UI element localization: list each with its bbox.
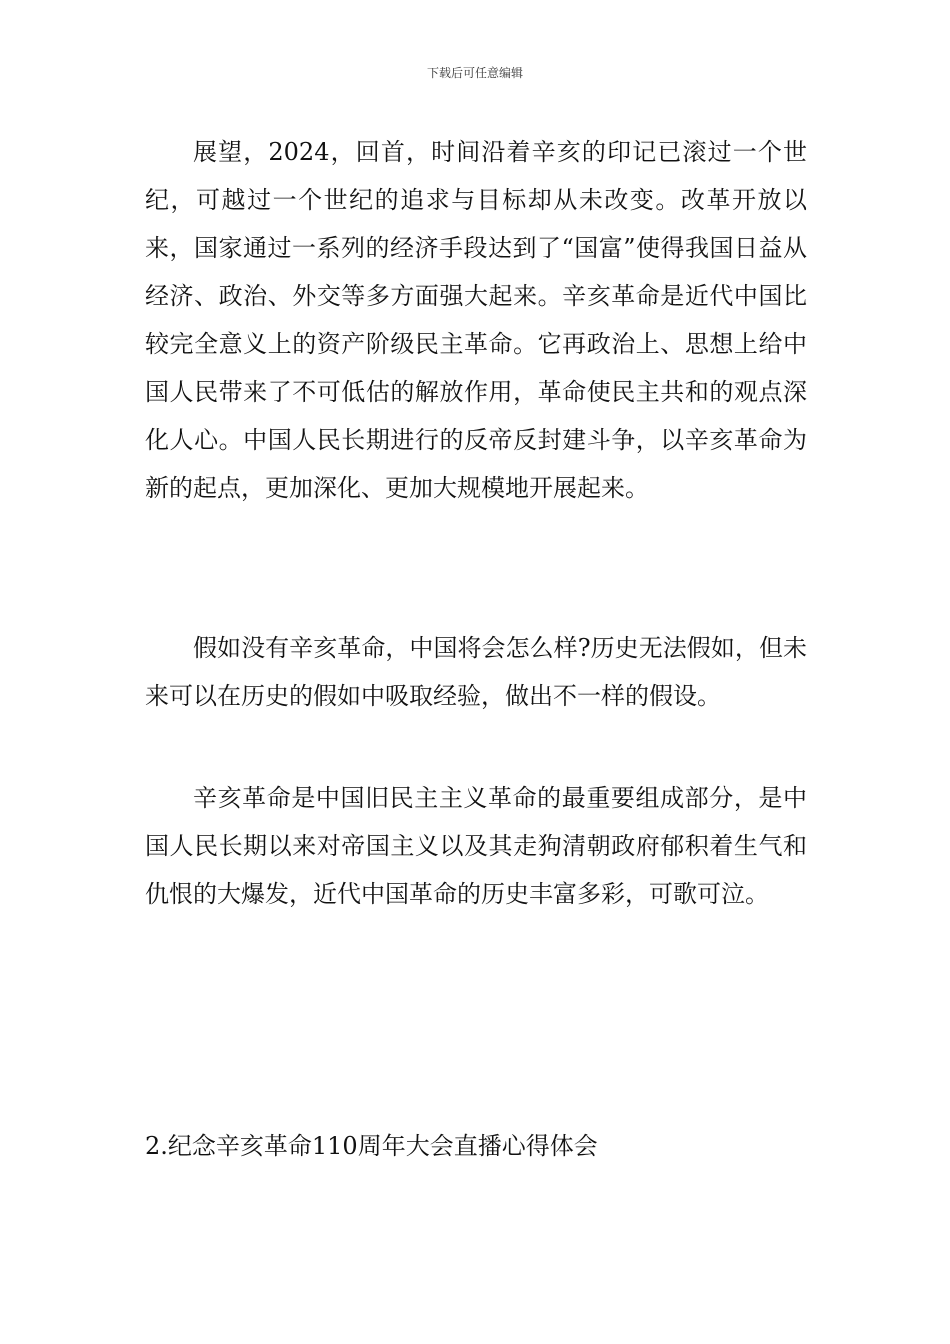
paragraph-block-2 <box>145 624 807 720</box>
section-heading: 2.纪念辛亥革命110周年大会直播心得体会 <box>145 1132 598 1160</box>
header-note: 下载后可任意编辑 <box>426 66 523 80</box>
paragraph: 辛亥革命是中国旧民主主义革命的最重要组成部分，是中国人民长期以来对帝国主义以及其走狗清朝政府郁积着生气和仇恨的大爆发，近代中国革命的历史丰富多彩，可歌可泣。 <box>145 784 807 908</box>
paragraph: 假如没有辛亥革命，中国将会怎么样?历史无法假如，但未来可以在历史的假如中吸取经验，做出不一样的假设。 <box>145 634 807 710</box>
paragraph-block-3 <box>145 774 807 918</box>
paragraph: 展望，2024，回首，时间沿着辛亥的印记已滚过一个世纪，可越过一个世纪的追求与目标却从未改变。改革开放以来，国家通过一系列的经济手段达到了“国富”使得我国日益从经济、政治、外交等多方面强大起来。辛亥革命是近代中国比较完全意义上的资产阶级民主革命。它再政治上、思想上给中国人民带来了不可低估的解放作用，革命使民主共和的观点深化人心。中国人民长期进行的反帝反封建斗争，以辛亥革命为新的起点，更加深化、更加大规模地开展起来。 <box>145 138 807 502</box>
paragraph-block-1 <box>145 128 807 512</box>
